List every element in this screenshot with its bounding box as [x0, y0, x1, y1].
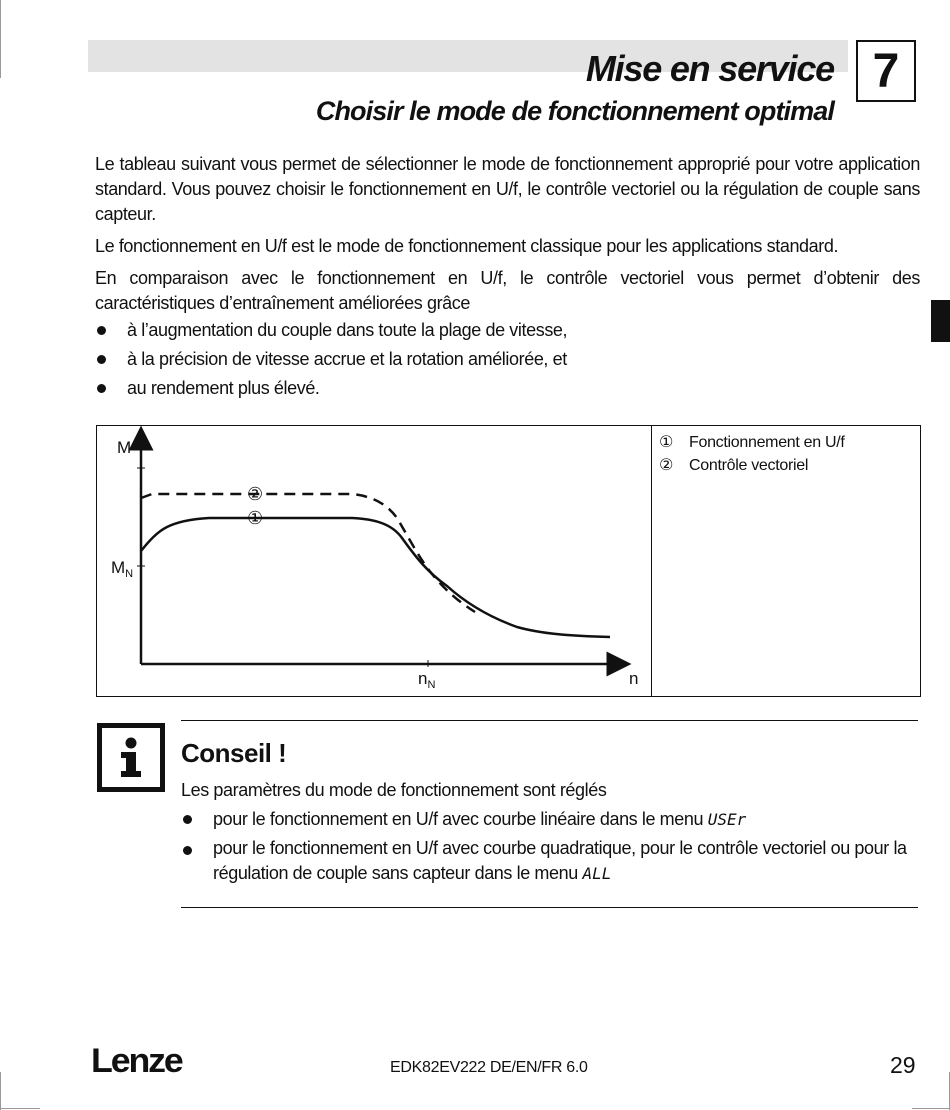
page-number: 29	[890, 1052, 916, 1078]
mn-label: $M_N$	[111, 558, 134, 580]
legend-marker: ②	[659, 455, 674, 474]
note-title: Conseil !	[181, 738, 287, 768]
menu-name-user: USEr	[707, 810, 747, 829]
bullet-dot	[183, 815, 192, 824]
info-glyph	[102, 728, 160, 787]
nn-label: $n_N$	[418, 669, 436, 691]
legend-marker: ①	[659, 432, 674, 451]
bullet-dot	[183, 846, 192, 855]
list-item-text: à la précision de vitesse accrue et la rotation améliorée, et	[127, 349, 567, 369]
menu-name-all: ALL	[582, 864, 612, 883]
bullet-dot	[97, 326, 106, 335]
list-item-text: au rendement plus élevé.	[127, 378, 320, 398]
figure-divider	[651, 426, 652, 696]
list-item	[181, 834, 918, 886]
bullet-dot	[97, 355, 106, 364]
list-item	[95, 374, 920, 403]
crop-mark	[0, 1072, 1, 1110]
chapter-number: 7	[856, 40, 916, 102]
note-top-rule	[181, 720, 918, 721]
legend-item	[659, 453, 845, 476]
document-reference: EDK82EV222 DE/EN/FR 6.0	[390, 1059, 588, 1076]
page-subtitle: Choisir le mode de fonctionnement optimal	[315, 96, 834, 126]
note-list	[181, 805, 918, 886]
curve-uf-operation-marker: ①	[247, 508, 264, 529]
curve-uf-operation	[141, 518, 610, 637]
legend-item	[659, 430, 845, 453]
legend-label: Fonctionnement en U/f	[689, 434, 845, 451]
legend-label: Contrôle vectoriel	[689, 457, 809, 474]
list-item	[95, 345, 920, 374]
curve-vector-control-marker: ②	[247, 484, 264, 505]
intro-section	[95, 152, 920, 403]
list-item	[95, 316, 920, 345]
note-body	[181, 778, 918, 886]
advantages-list	[95, 316, 920, 403]
list-item-text: pour le fonctionnement en U/f avec courbe quadratique, pour le contrôle vectoriel ou pour la régulation de couple sans capteur dans le menu	[213, 838, 907, 883]
torque-speed-figure	[96, 425, 921, 697]
page-title: Mise en service	[585, 48, 834, 89]
intro-paragraph: Le tableau suivant vous permet de sélectionner le mode de fonctionnement approprié pour votre application standard. Vous pouvez choisir le fonctionnement en U/f, le contrôle vectoriel ou la régulation de couple sans capteur.	[95, 154, 920, 224]
list-item	[181, 805, 918, 834]
crop-mark	[912, 1108, 950, 1109]
list-item-text: pour le fonctionnement en U/f avec courbe linéaire dans le menu	[213, 809, 704, 829]
info-icon	[97, 723, 165, 792]
x-axis-label: n	[629, 669, 639, 688]
figure-legend	[659, 430, 845, 476]
torque-speed-diagram	[97, 426, 652, 696]
intro-paragraph: Le fonctionnement en U/f est le mode de fonctionnement classique pour les applications standard.	[95, 236, 839, 256]
crop-mark	[0, 0, 1, 78]
chapter-side-tab	[931, 300, 950, 342]
intro-paragraph: En comparaison avec le fonctionnement en U/f, le contrôle vectoriel vous permet d’obtenir des caractéristiques d’entraînement améliorées grâce	[95, 268, 920, 313]
bullet-dot	[97, 384, 106, 393]
crop-mark	[0, 1108, 40, 1109]
list-item-text: à l’augmentation du couple dans toute la plage de vitesse,	[127, 320, 568, 340]
note-intro: Les paramètres du mode de fonctionnement sont réglés	[181, 780, 607, 800]
note-bottom-rule	[181, 907, 918, 908]
y-axis-label: M	[117, 438, 132, 457]
lenze-logo: Lenze	[91, 1042, 182, 1080]
curve-vector-control	[141, 494, 475, 612]
